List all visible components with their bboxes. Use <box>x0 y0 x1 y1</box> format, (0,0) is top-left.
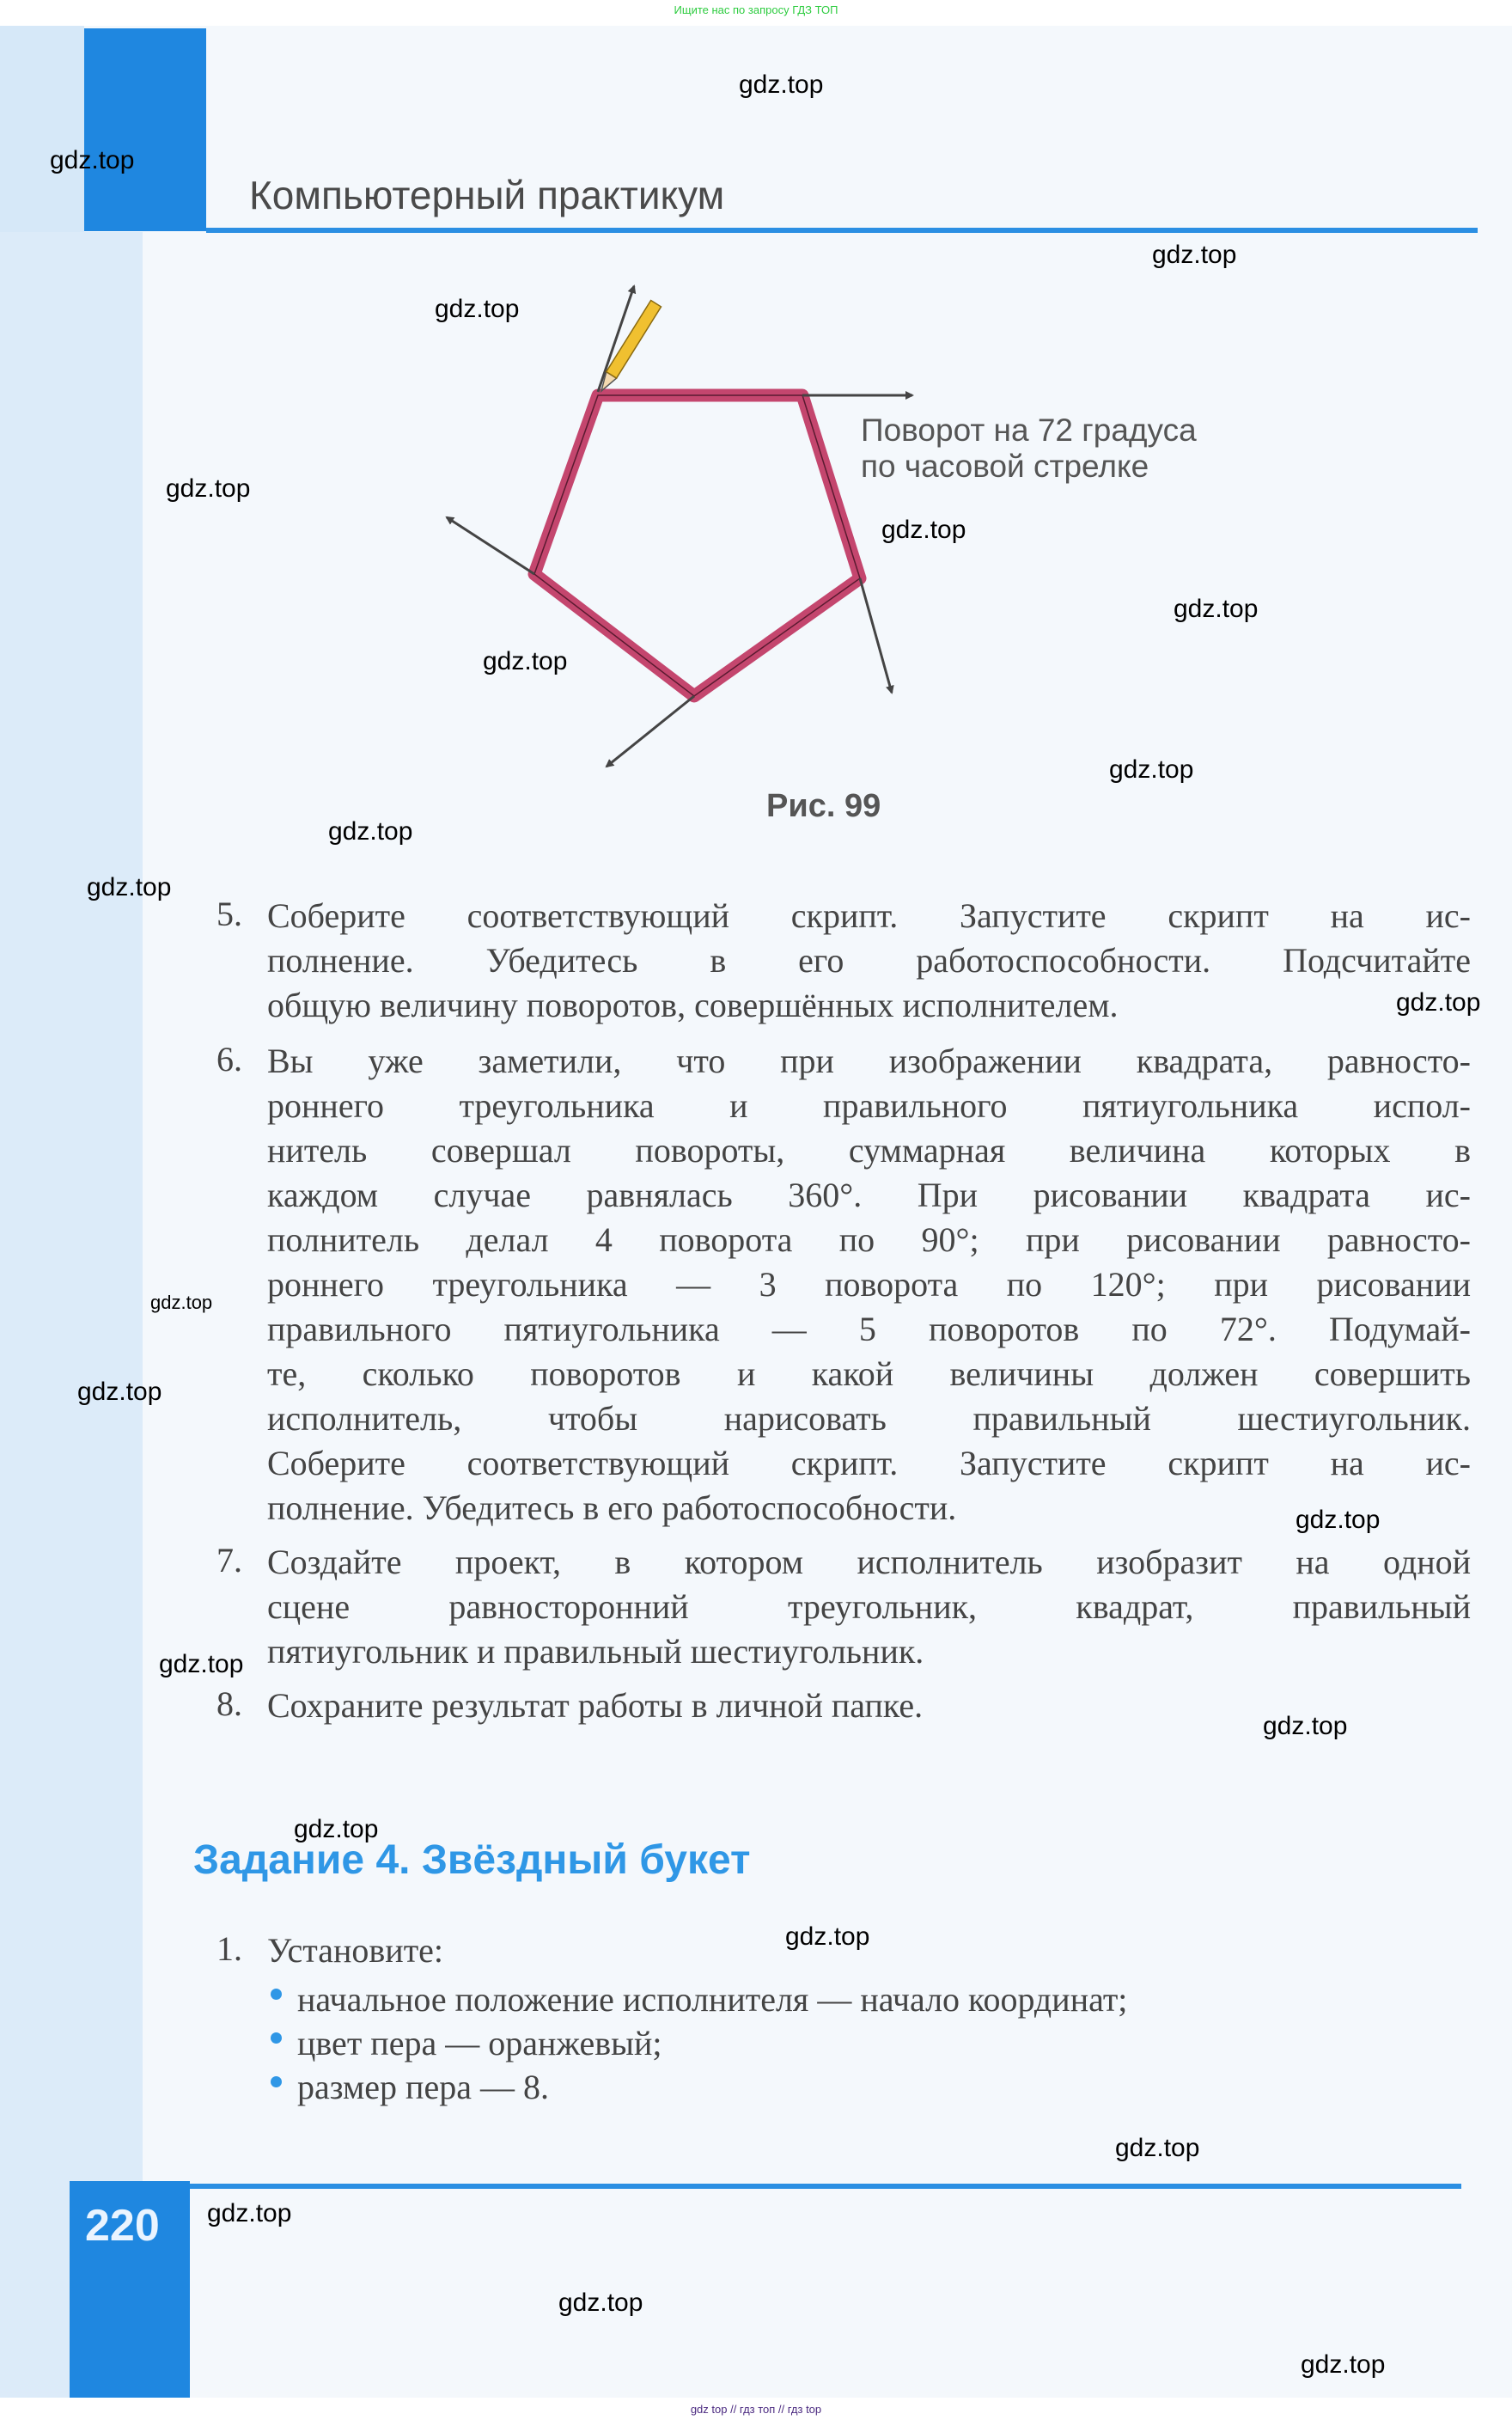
footer-rule <box>190 2184 1461 2189</box>
watermark-text: gdz.top <box>1174 595 1259 623</box>
figure-caption: Рис. 99 <box>766 788 881 824</box>
watermark-text: gdz.top <box>159 1650 244 1678</box>
exercise-item <box>216 1039 1471 1531</box>
item-text-line: Вы уже заметили, что при изображении квадрата, равносто- <box>267 1042 1471 1080</box>
item-text-line: полнитель делал 4 поворота по 90°; при рисовании равносто- <box>267 1220 1471 1259</box>
item-text-line: правильного пятиугольника — 5 поворотов по 72°. Подумай- <box>267 1310 1471 1348</box>
annotation-line: Поворот на 72 градуса <box>861 412 1197 448</box>
watermark-text: gdz.top <box>739 70 824 99</box>
watermark-text: gdz.top <box>77 1378 162 1406</box>
direction-arrow <box>607 696 694 767</box>
watermark-text: gdz.top <box>166 474 251 503</box>
bullet-dot <box>271 2032 282 2044</box>
item-number: 8. <box>216 1684 242 1723</box>
watermark-text: gdz.top <box>1263 1712 1348 1740</box>
watermark-text: gdz.top <box>1396 988 1481 1017</box>
bullet-item <box>271 1977 1127 2022</box>
figure-annotation <box>861 412 1197 485</box>
bullet-dot <box>271 1989 282 2000</box>
watermark-text: gdz.top <box>881 516 966 544</box>
item-text-line: общую величину поворотов, совершённых исполнителем. <box>267 986 1119 1024</box>
left-margin-strip <box>0 2181 70 2398</box>
watermark-text: gdz.top <box>207 2199 292 2227</box>
bullet-dot <box>271 2076 282 2087</box>
annotation-line: по часовой стрелке <box>861 449 1149 484</box>
item-text-line: роннего треугольника — 3 поворота по 120°; при рисовании <box>267 1265 1471 1304</box>
pencil-icon <box>596 301 661 394</box>
item-text-line: каждом случае равнялась 360°. При рисовании квадрата ис- <box>267 1176 1471 1214</box>
bullet-item <box>271 2065 549 2110</box>
watermark-text: gdz.top <box>1152 241 1237 269</box>
item-text-line: Создайте проект, в котором исполнитель изобразит на одной <box>267 1543 1471 1581</box>
watermark-text: gdz.top <box>1301 2350 1386 2379</box>
bullet-text: размер пера — 8. <box>297 2068 549 2106</box>
direction-arrow <box>860 578 892 693</box>
watermark-text: gdz.top <box>785 1922 870 1951</box>
watermark-text: gdz.top <box>435 295 520 323</box>
bullet-text: цвет пера — оранжевый; <box>297 2024 662 2062</box>
step-number: 1. <box>216 1929 242 1968</box>
item-text-line: Сохраните результат работы в личной папке. <box>267 1686 924 1725</box>
top-banner-text: Ищите нас по запросу ГДЗ ТОП <box>674 3 838 16</box>
item-text-line: роннего треугольника и правильного пятиугольника испол- <box>267 1086 1471 1125</box>
watermark-text: gdz.top <box>328 817 413 846</box>
item-text-line: Соберите соответствующий скрипт. Запустите скрипт на ис- <box>267 896 1471 935</box>
item-number: 7. <box>216 1541 242 1580</box>
item-text-line: пятиугольник и правильный шестиугольник. <box>267 1632 924 1671</box>
watermark-text: gdz.top <box>150 1292 213 1313</box>
watermark-text: gdz.top <box>50 146 135 174</box>
item-text-line: Соберите соответствующий скрипт. Запустите скрипт на ис- <box>267 1444 1471 1482</box>
item-text-line: полнение. Убедитесь в его работоспособности. Подсчитайте <box>267 941 1471 980</box>
bullet-item <box>271 2021 662 2066</box>
item-text-line: исполнитель, чтобы нарисовать правильный шестиугольник. <box>267 1399 1471 1438</box>
running-header: Компьютерный практикум <box>249 173 725 217</box>
watermark-text: gdz.top <box>1109 755 1194 784</box>
item-text-line: сцене равносторонний треугольник, квадрат, правильный <box>267 1587 1471 1626</box>
watermark-text: gdz.top <box>483 647 568 675</box>
exercise-item <box>216 1540 1471 1674</box>
item-number: 6. <box>216 1040 242 1079</box>
item-text-line: нитель совершал повороты, суммарная величина которых в <box>267 1131 1471 1170</box>
step-text: Установите: <box>267 1931 444 1970</box>
exercise-item <box>216 894 1471 1028</box>
watermark-text: gdz.top <box>1296 1506 1381 1534</box>
watermark-text: gdz.top <box>1115 2134 1200 2162</box>
bullet-text: начальное положение исполнителя — начало координат; <box>297 1980 1128 2019</box>
pentagon-path <box>534 395 860 696</box>
item-number: 5. <box>216 895 242 933</box>
item-text-line: полнение. Убедитесь в его работоспособности. <box>267 1488 957 1527</box>
watermark-text: gdz.top <box>558 2289 643 2317</box>
task-heading: Задание 4. Звёздный букет <box>193 1837 751 1883</box>
footer-banner-text: gdz top // гдз топ // гдз top <box>690 2403 822 2416</box>
item-text-line: те, сколько поворотов и какой величины должен совершить <box>267 1354 1471 1393</box>
page-number: 220 <box>85 2201 160 2251</box>
direction-arrow <box>447 517 534 574</box>
watermark-text: gdz.top <box>87 873 172 901</box>
watermark-text: gdz.top <box>294 1815 379 1843</box>
